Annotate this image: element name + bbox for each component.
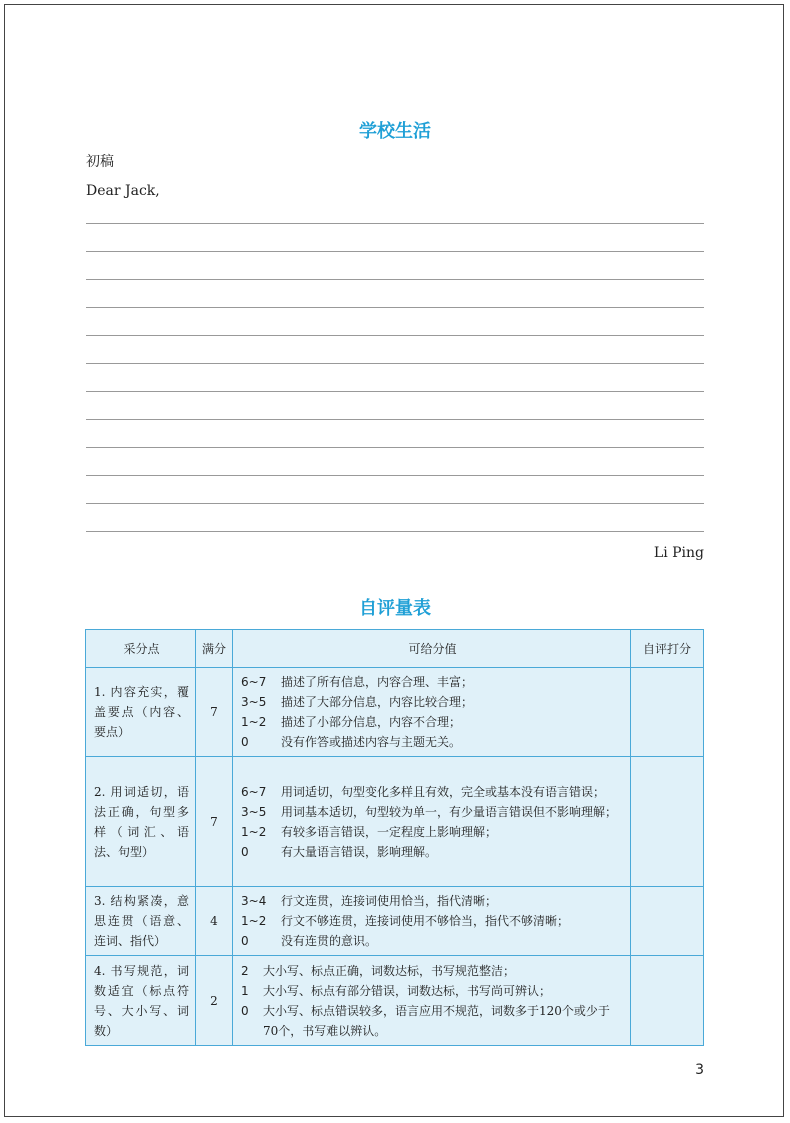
self-score-cell[interactable] (631, 757, 704, 887)
table-row (86, 668, 704, 757)
writing-line[interactable] (86, 335, 704, 336)
writing-line[interactable] (86, 419, 704, 420)
max-score-cell: 2 (196, 956, 233, 1046)
section-title: 学校生活 (359, 121, 431, 142)
rubric-header-row (86, 630, 704, 668)
table-row (86, 887, 704, 956)
criterion: 0 大小写、标点错误较多，语言应用不规范，词数多于120个或少于70个，书写难以辨认。 (241, 1003, 610, 1038)
criterion: 0 有大量语言错误，影响理解。 (241, 844, 438, 859)
criteria-cell (233, 757, 631, 887)
criterion: 6~7 描述了所有信息，内容合理、丰富； (241, 675, 474, 689)
criterion: 2 大小写、标点正确，词数达标，书写规范整洁； (241, 963, 516, 978)
writing-line[interactable] (86, 223, 704, 224)
writing-line[interactable] (86, 251, 704, 252)
self-score-cell[interactable] (631, 668, 704, 757)
page-number: 3 (695, 1062, 704, 1078)
table-row (86, 757, 704, 887)
signature: Li Ping (653, 545, 704, 561)
writing-line[interactable] (86, 391, 704, 392)
criterion: 1 大小写、标点有部分错误，词数达标，书写尚可辨认； (241, 983, 552, 998)
criterion: 1~2 有较多语言错误，一定程度上影响理解； (241, 824, 498, 839)
criterion: 3~5 描述了大部分信息，内容比较合理； (241, 695, 474, 709)
table-row (86, 956, 704, 1046)
header-point: 采分点 (86, 630, 196, 668)
writing-line[interactable] (86, 279, 704, 280)
max-score-cell: 4 (196, 887, 233, 956)
point-cell: 4. 书写规范，词数适宜（标点符号、大小写、词数） (86, 956, 196, 1046)
max-score-cell: 7 (196, 668, 233, 757)
point-cell: 1. 内容充实，覆盖要点（内容、要点） (86, 668, 196, 757)
draft-label: 初稿 (86, 154, 114, 170)
criterion: 3~5 用词基本适切，句型较为单一，有少量语言错误但不影响理解； (241, 804, 618, 819)
criterion: 0 没有作答或描述内容与主题无关。 (241, 735, 462, 749)
point-cell: 2. 用词适切，语法正确，句型多样（词汇、语法、句型） (86, 757, 196, 887)
writing-line[interactable] (86, 447, 704, 448)
criterion: 3~4 行文连贯，连接词使用恰当，指代清晰； (241, 894, 498, 908)
header-max: 满分 (196, 630, 233, 668)
greeting: Dear Jack, (86, 183, 160, 199)
criterion: 1~2 行文不够连贯，连接词使用不够恰当，指代不够清晰； (241, 914, 570, 928)
criterion: 0 没有连贯的意识。 (241, 934, 378, 948)
writing-line[interactable] (86, 475, 704, 476)
criterion: 1~2 描述了小部分信息，内容不合理； (241, 715, 462, 729)
max-score-cell: 7 (196, 757, 233, 887)
rubric-table (85, 629, 704, 1046)
writing-line[interactable] (86, 503, 704, 504)
point-cell: 3. 结构紧凑，意思连贯（语意、连词、指代） (86, 887, 196, 956)
criteria-cell (233, 887, 631, 956)
writing-line[interactable] (86, 531, 704, 532)
header-criteria: 可给分值 (233, 630, 631, 668)
self-score-cell[interactable] (631, 887, 704, 956)
criteria-cell (233, 956, 631, 1046)
criterion: 6~7 用词适切，句型变化多样且有效，完全或基本没有语言错误； (241, 784, 606, 799)
writing-line[interactable] (86, 307, 704, 308)
header-self-score: 自评打分 (631, 630, 704, 668)
writing-line[interactable] (86, 363, 704, 364)
table-title: 自评量表 (359, 598, 431, 619)
self-score-cell[interactable] (631, 956, 704, 1046)
criteria-cell (233, 668, 631, 757)
